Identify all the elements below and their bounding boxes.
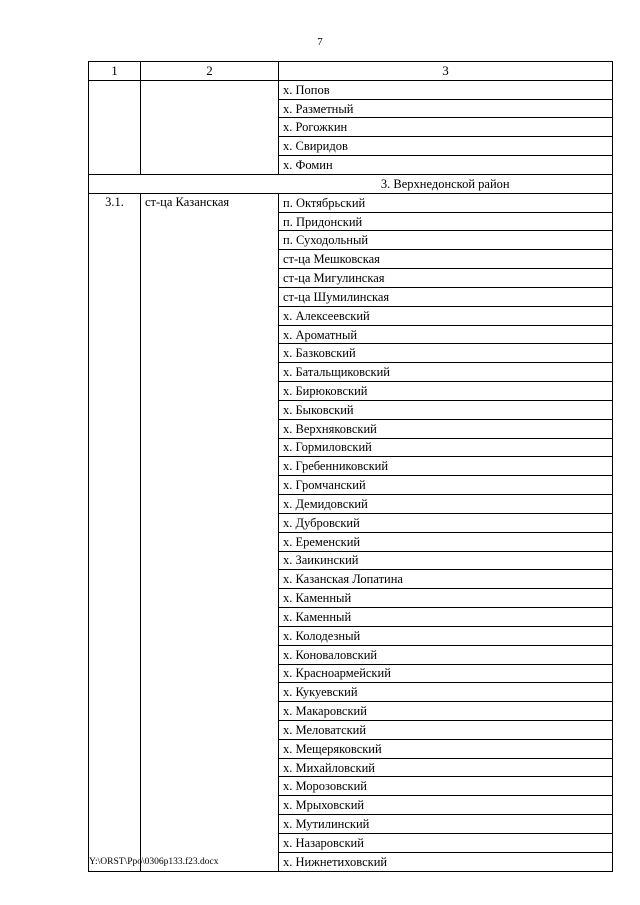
settlement-cell: х. Рогожкин [279,118,613,137]
blank-name-cell [141,80,279,174]
table-header-row [89,62,613,81]
settlement-cell: ст-ца Шумилинская [279,287,613,306]
blank-number-cell [89,80,141,174]
settlement-cell: х. Нижнетиховский [279,852,613,871]
settlement-cell: п. Октябрьский [279,193,613,212]
settlement-cell: х. Алексеевский [279,306,613,325]
settlement-cell: х. Казанская Лопатина [279,570,613,589]
page-number: 7 [317,36,323,48]
settlement-cell: ст-ца Мигулинская [279,269,613,288]
settlement-cell: х. Михайловский [279,758,613,777]
table-row [89,80,613,99]
settlement-cell: х. Колодезный [279,626,613,645]
table-row [89,193,613,212]
district-row [89,174,613,193]
settlement-cell: х. Красноармейский [279,664,613,683]
section-number: 3.1. [89,193,141,871]
settlement-cell: х. Верхняковский [279,419,613,438]
header-col-2: 2 [141,62,279,81]
settlement-cell: х. Свиридов [279,137,613,156]
settlement-cell: х. Кукуевский [279,683,613,702]
settlement-cell: х. Морозовский [279,777,613,796]
settlement-cell: х. Мутилинский [279,815,613,834]
settlement-cell: ст-ца Мешковская [279,250,613,269]
settlement-cell: х. Коноваловский [279,645,613,664]
settlement-cell: х. Мрыховский [279,796,613,815]
settlement-cell: х. Ароматный [279,325,613,344]
settlement-cell: х. Заикинский [279,551,613,570]
settlement-cell: х. Каменный [279,608,613,627]
settlement-cell: х. Меловатский [279,720,613,739]
settlement-cell: х. Мещеряковский [279,739,613,758]
settlement-cell: х. Гребенниковский [279,457,613,476]
settlement-cell: х. Разметный [279,99,613,118]
header-col-3: 3 [279,62,613,81]
section-name: ст-ца Казанская [141,193,279,871]
settlement-cell: п. Суходольный [279,231,613,250]
footer-file-path: Y:\ORST\Ppo\0306p133.f23.docx [89,857,219,867]
settlement-cell: х. Громчанский [279,476,613,495]
settlement-cell: х. Попов [279,80,613,99]
settlement-cell: х. Назаровский [279,833,613,852]
settlement-cell: х. Еременский [279,532,613,551]
header-col-1: 1 [89,62,141,81]
settlement-cell: х. Фомин [279,156,613,175]
settlement-cell: п. Придонский [279,212,613,231]
settlement-cell: х. Каменный [279,589,613,608]
settlement-cell: х. Дубровский [279,513,613,532]
settlement-cell: х. Бирюковский [279,382,613,401]
district-title: 3. Верхнедонской район [279,174,613,193]
district-spacer [89,174,279,193]
settlement-cell: х. Базковский [279,344,613,363]
settlement-cell: х. Батальщиковский [279,363,613,382]
settlement-cell: х. Быковский [279,400,613,419]
settlement-cell: х. Гормиловский [279,438,613,457]
settlement-cell: х. Макаровский [279,702,613,721]
settlements-table [88,61,613,872]
settlement-cell: х. Демидовский [279,495,613,514]
